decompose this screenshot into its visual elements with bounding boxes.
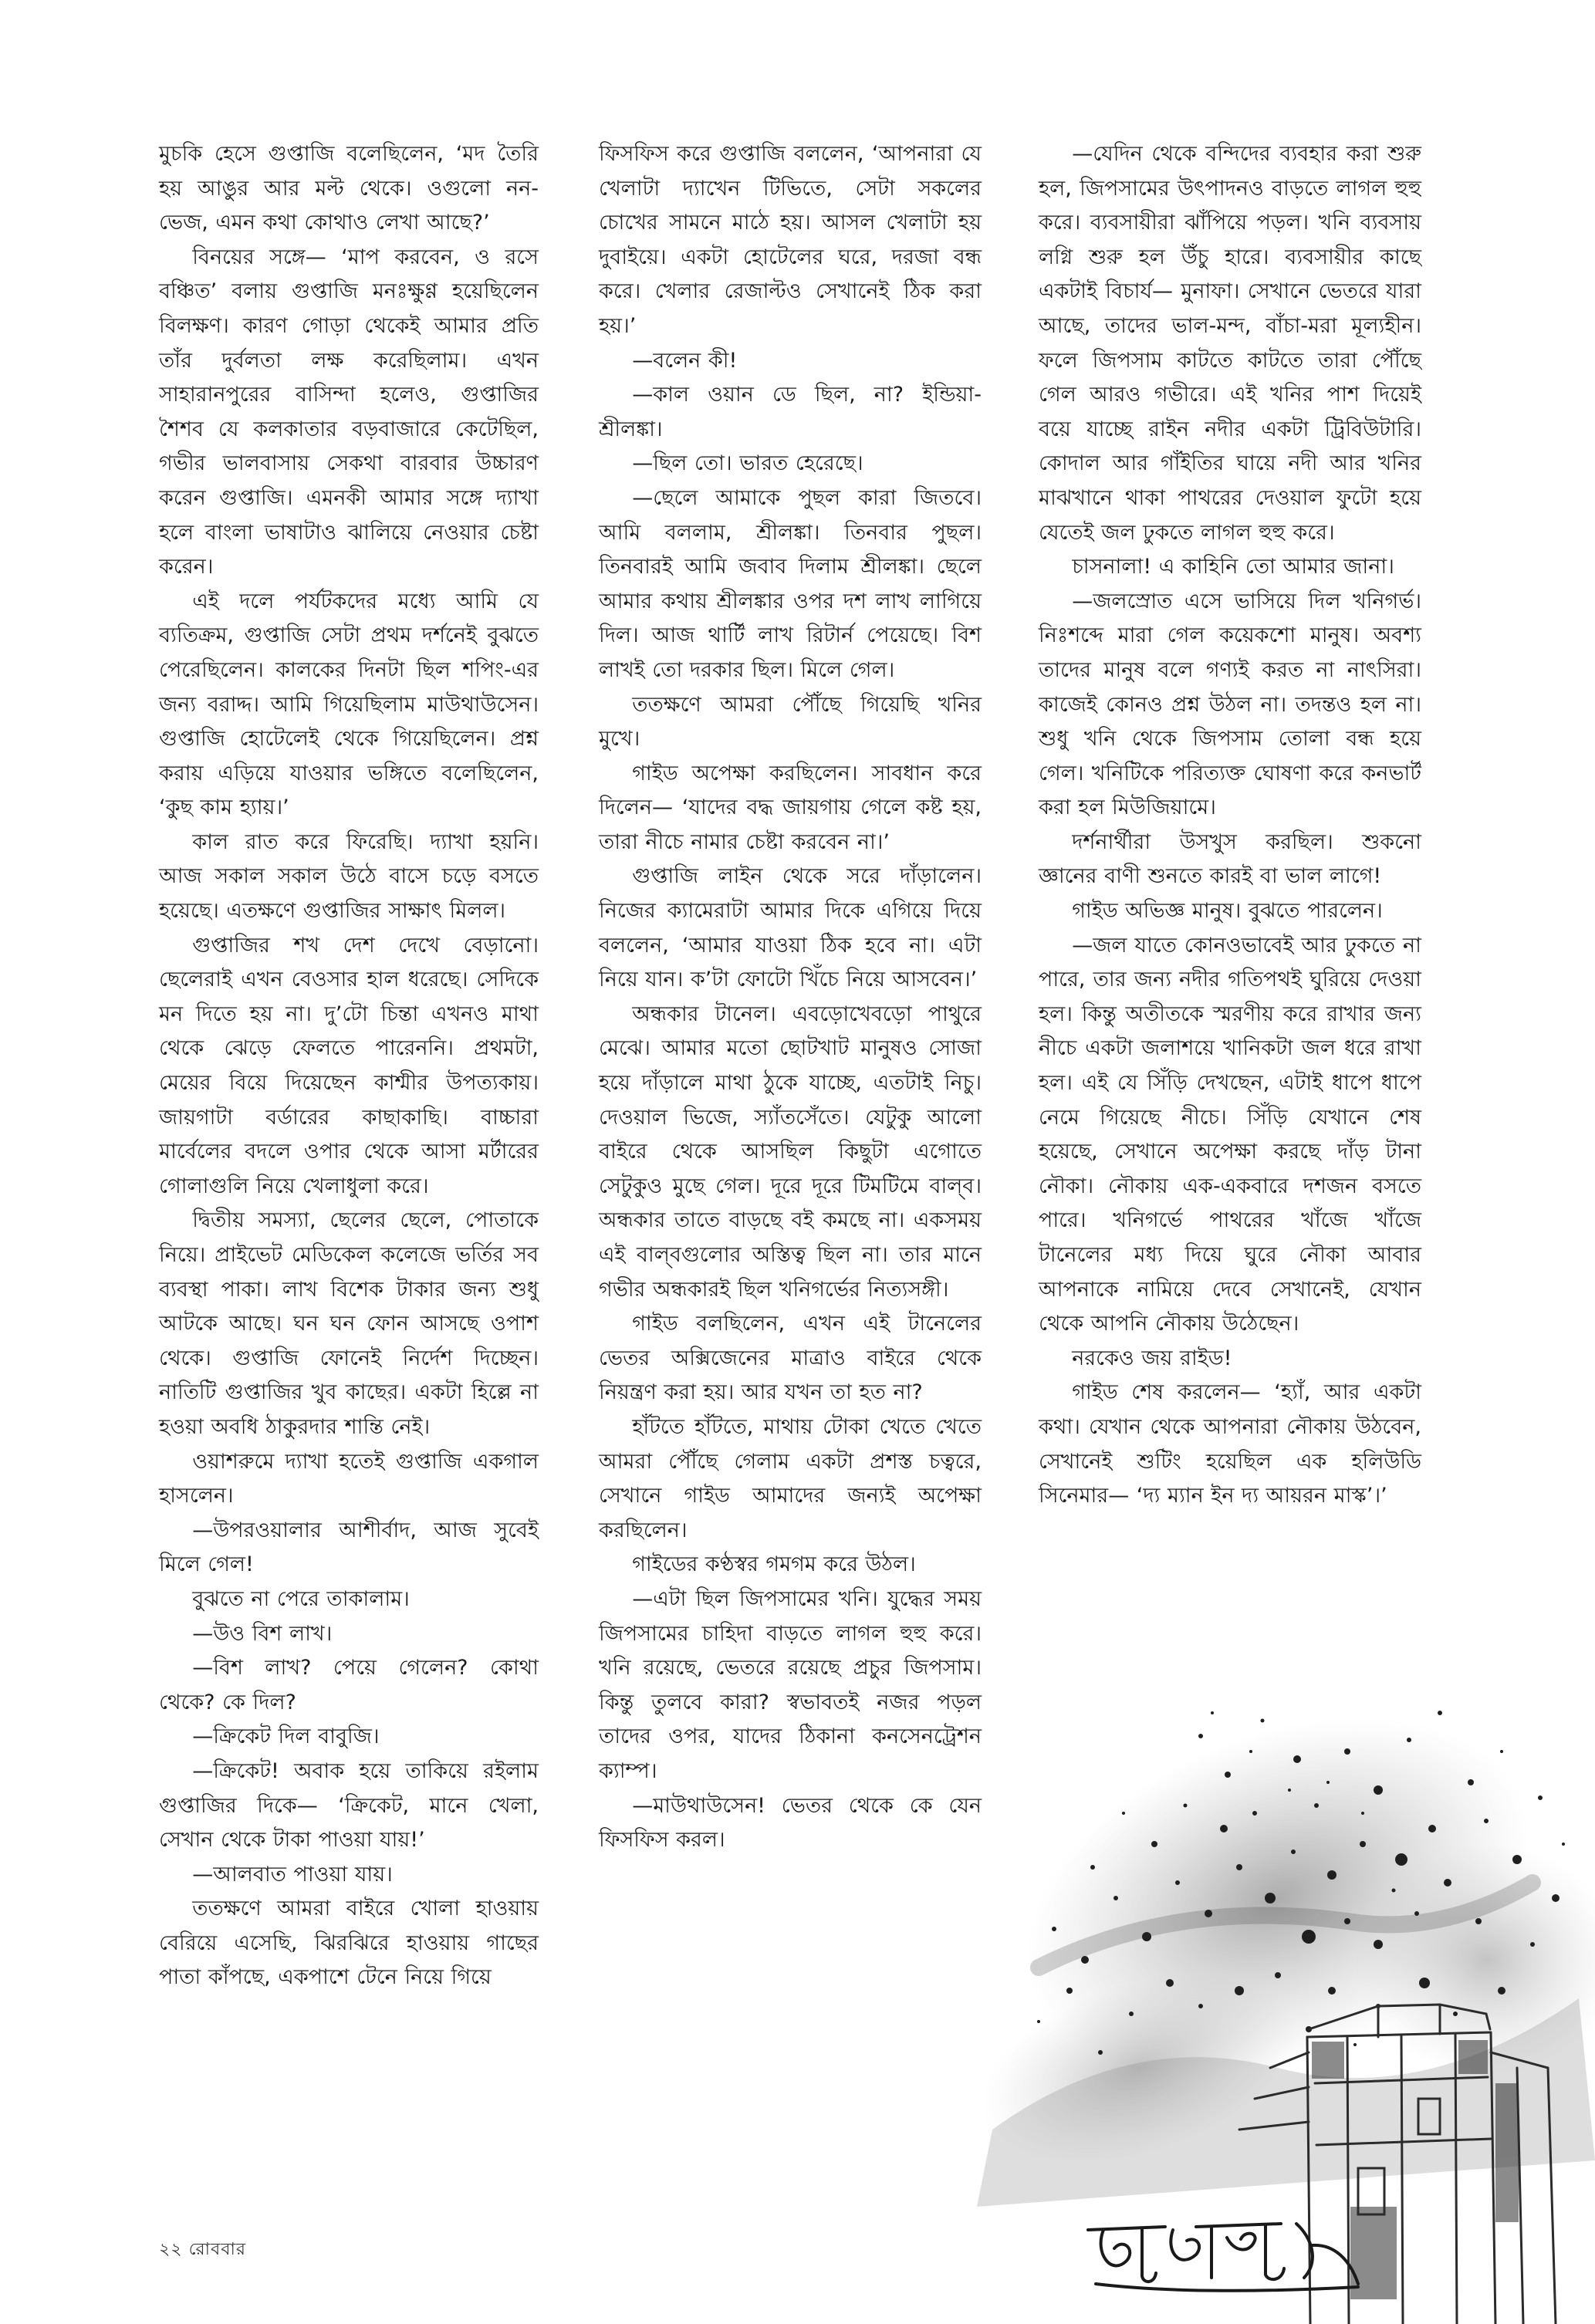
paragraph: ততক্ষণে আমরা পৌঁছে গিয়েছি খনির মুখে। bbox=[599, 692, 982, 752]
paragraph: গাইড অপেক্ষা করছিলেন। সাবধান করে দিলেন— ‘যাদের বদ্ধ জায়গায় গেলে কষ্ট হয়, তারা নীচে নামার চেষ্টা করবেন না।’ bbox=[599, 761, 982, 854]
paragraph: বুঝতে না পেরে তাকালাম। bbox=[192, 1586, 410, 1611]
paragraph: —বলেন কী! bbox=[632, 348, 738, 373]
paragraph: ততক্ষণে আমরা বাইরে খোলা হাওয়ায় বেরিয়ে এসেছি, ঝিরঝিরে হাওয়ায় গাছের পাতা কাঁপছে, একপাশে টেনে নিয়ে গিয়ে bbox=[159, 1897, 539, 1990]
paragraph: চাসনালা! এ কাহিনি তো আমার জানা। bbox=[1072, 555, 1394, 579]
paragraph: ফিসফিস করে গুপ্তাজি বললেন, ‘আপনারা যে খেলাটা দ্যাখেন টিভিতে, সেটা সকলের চোখের সামনে মাঠে হয়। আসল খেলাটা হয় দুবাইয়ে। একটা হোটেলের ঘরে, দরজা বন্ধ করে। খেলার রেজাল্টও সেখানেই ঠিক করা হয়।’ bbox=[599, 142, 982, 338]
paragraph: হাঁটতে হাঁটতে, মাথায় টোকা খেতে খেতে আমরা পৌঁছে গেলাম একটা প্রশস্ত চত্বরে, সেখানে গাইড আমাদের জন্যই অপেক্ষা করছিলেন। bbox=[599, 1414, 982, 1542]
paragraph: কাল রাত করে ফিরেছি। দ্যাখা হয়নি। আজ সকাল সকাল উঠে বাসে চড়ে বসতে হয়েছে। এতক্ষণে গুপ্তাজির সাক্ষাৎ মিলল। bbox=[159, 829, 539, 924]
paragraph: —আলবাত পাওয়া যায়। bbox=[192, 1862, 393, 1887]
paragraph: —মাউথাউসেন! ভেতর থেকে কে যেন ফিসফিস করল। bbox=[599, 1793, 982, 1853]
paragraph: দর্শনার্থীরা উসখুস করছিল। শুকনো জ্ঞানের বাণী শুনতে কারই বা ভাল লাগে! bbox=[1039, 829, 1421, 889]
column-1 bbox=[159, 137, 539, 1995]
page-footer-folio: ২২ রোববার bbox=[159, 2240, 246, 2259]
artist-signature bbox=[1080, 2207, 1366, 2299]
paragraph: —ক্রিকেট দিল বাবুজি। bbox=[192, 1724, 380, 1749]
paragraph: এই দলে পর্যটকদের মধ্যে আমি যে ব্যতিক্রম, গুপ্তাজি সেটা প্রথম দর্শনেই বুঝতে পেরেছিলেন। কালকের দিনটা ছিল শপিং-এর জন্য বরাদ্দ। আমি গিয়েছিলাম মাউথাউসেন। গুপ্তাজি হোটেলেই থেকে গিয়েছিলেন। প্রশ্ন করায় এড়িয়ে যাওয়ার ভঙ্গিতে বলেছিলেন, ‘কুছ কাম হ্যায়।’ bbox=[159, 589, 539, 820]
paragraph: —জলস্রোত এসে ভাসিয়ে দিল খনিগর্ভ। নিঃশব্দে মারা গেল কয়েকশো মানুষ। অবশ্য তাদের মানুষ বলে গণ্যই করত না নাৎসিরা। কাজেই কোনও প্রশ্ন উঠল না। তদন্তও হল না। শুধু খনি থেকে জিপসাম তোলা বন্ধ হয়ে গেল। খনিটিকে পরিত্যক্ত ঘোষণা করে কনভার্ট করা হল মিউজিয়ামে। bbox=[1039, 589, 1421, 820]
paragraph: বিনয়ের সঙ্গে— ‘মাপ করবেন, ও রসে বঞ্চিত’ বলায় গুপ্তাজি মনঃক্ষুণ্ণ হয়েছিলেন বিলক্ষণ। কারণ গোড়া থেকেই আমার প্রতি তাঁর দুর্বলতা লক্ষ করেছিলাম। এখন সাহারানপুরের বাসিন্দা হলেও, গুপ্তাজির শৈশব যে কলকাতার বড়বাজারে কেটেছিল, গভীর ভালবাসায় সেকথা বারবার উচ্চারণ করেন গুপ্তাজি। এমনকী আমার সঙ্গে দ্যাখা হলে বাংলা ভাষাটাও ঝালিয়ে নেওয়ার চেষ্টা করেন। bbox=[159, 245, 539, 579]
paragraph: —জল যাতে কোনওভাবেই আর ঢুকতে না পারে, তার জন্য নদীর গতিপথই ঘুরিয়ে দেওয়া হল। কিন্তু অতীতকে স্মরণীয় করে রাখার জন্য নীচে একটা জলাশয়ে খানিকটা জল ধরে রাখা হল। এই যে সিঁড়ি দেখছেন, এটাই ধাপে ধাপে নেমে গিয়েছে নীচে। সিঁড়ি যেখানে শেষ হয়েছে, সেখানে অপেক্ষা করছে দাঁড় টানা নৌকা। নৌকায় এক-একবারে দশজন বসতে পারে। খনিগর্ভে পাথরের খাঁজে খাঁজে টানেলের মধ্য দিয়ে ঘুরে নৌকা আবার আপনাকে নামিয়ে দেবে সেখানেই, যেখান থেকে আপনি নৌকায় উঠেছেন। bbox=[1039, 933, 1421, 1336]
column-2 bbox=[599, 137, 982, 1858]
paragraph: —উপরওয়ালার আশীর্বাদ, আজ সুবেই মিলে গেল! bbox=[159, 1518, 539, 1577]
paragraph: গুপ্তাজি লাইন থেকে সরে দাঁড়ালেন। নিজের ক্যামেরাটা আমার দিকে এগিয়ে দিয়ে বললেন, ‘আমার যাওয়া ঠিক হবে না। এটা নিয়ে যান। ক’টা ফোটো খিঁচে নিয়ে আসবেন।’ bbox=[599, 864, 982, 992]
paragraph: গুপ্তাজির শখ দেশ দেখে বেড়ানো। ছেলেরাই এখন বেওসার হাল ধরেছে। সেদিকে মন দিতে হয় না। দু’টো চিন্তা এখনও মাথা থেকে ঝেড়ে ফেলতে পারেননি। প্রথমটা, মেয়ের বিয়ে দিয়েছেন কাশ্মীর উপত্যকায়। জায়গাটা বর্ডারের কাছাকাছি। বাচ্চারা মার্বেলের বদলে ওপার থেকে আসা মর্টারের গোলাগুলি নিয়ে খেলাধুলা করে। bbox=[159, 933, 539, 1198]
paragraph: —উও বিশ লাখ। bbox=[192, 1621, 333, 1646]
paragraph: দ্বিতীয় সমস্যা, ছেলের ছেলে, পোতাকে নিয়ে। প্রাইভেট মেডিকেল কলেজে ভর্তির সব ব্যবস্থা পাকা। লাখ বিশেক টাকার জন্য শুধু আটকে আছে। ঘন ঘন ফোন আসছে ওপাশ থেকে। গুপ্তাজি ফোনেই নির্দেশ দিচ্ছেন। নাতিটি গুপ্তাজির খুব কাছের। একটা হিল্লে না হওয়া অবধি ঠাকুরদার শান্তি নেই। bbox=[159, 1208, 539, 1439]
paragraph: গাইডের কণ্ঠস্বর গমগম করে উঠল। bbox=[632, 1552, 916, 1577]
paragraph: অন্ধকার টানেল। এবড়োখেবড়ো পাথুরে মেঝে। আমার মতো ছোটখাট মানুষও সোজা হয়ে দাঁড়ালে মাথা ঠুকে যাচ্ছে, এতটাই নিচু। দেওয়াল ভিজে, স্যাঁতসেঁতে। যেটুকু আলো বাইরে থেকে আসছিল কিছুটা এগোতে সেটুকুও মুছে গেল। দূরে দূরে টিমটিমে বাল্‌ব। অন্ধকার তাতে বাড়ছে বই কমছে না। একসময় এই বাল্‌বগুলোর অস্তিত্ব ছিল না। তার মানে গভীর অন্ধকারই ছিল খনিগর্ভের নিত্যসঙ্গী। bbox=[599, 1002, 982, 1302]
paragraph: —ছিল তো। ভারত হেরেছে। bbox=[632, 451, 863, 476]
paragraph: —বিশ লাখ? পেয়ে গেলেন? কোথা থেকে? কে দিল? bbox=[159, 1656, 539, 1714]
paragraph: —এটা ছিল জিপসামের খনি। যুদ্ধের সময় জিপসামের চাহিদা বাড়তে লাগল হুহু করে। খনি রয়েছে, ভেতরে রয়েছে প্রচুর জিপসাম। কিন্তু তুলবে কারা? স্বভাবতই নজর পড়ল তাদের ওপর, যাদের ঠিকানা কনসেনট্রেশন ক্যাম্প। bbox=[599, 1586, 982, 1783]
paragraph: —ছেলে আমাকে পুছল কারা জিতবে। আমি বললাম, শ্রীলঙ্কা। তিনবার পুছল। তিনবারই আমি জবাব দিলাম শ্রীলঙ্কা। ছেলে আমার কথায় শ্রীলঙ্কার ওপর দশ লাখ লাগিয়ে দিল। আজ থার্টি লাখ রিটার্ন পেয়েছে। বিশ লাখই তো দরকার ছিল। মিলে গেল। bbox=[599, 485, 982, 682]
paragraph: নরকেও জয় রাইড! bbox=[1072, 1346, 1232, 1370]
paragraph: —যেদিন থেকে বন্দিদের ব্যবহার করা শুরু হল, জিপসামের উৎপাদনও বাড়তে লাগল হুহু করে। ব্যবসায়ীরা ঝাঁপিয়ে পড়ল। খনি ব্যবসায় লগ্নি শুরু হল উঁচু হারে। ব্যবসায়ীর কাছে একটাই বিচার্য— মুনাফা। সেখানে ভেতরে যারা আছে, তাদের ভাল-মন্দ, বাঁচা-মরা মূল্যহীন। ফলে জিপসাম কাটতে কাটতে তারা পৌঁছে গেল আরও গভীরে। এই খনির পাশ দিয়েই বয়ে যাচ্ছে রাইন নদীর একটা ট্রিবিউটারি। কোদাল আর গাঁইতির ঘায়ে নদী আর খনির মাঝখানে থাকা পাথরের দেওয়াল ফুটো হয়ে যেতেই জল ঢুকতে লাগল হুহু করে। bbox=[1039, 142, 1421, 545]
paragraph: গাইড শেষ করলেন— ‘হ্যাঁ, আর একটা কথা। যেখান থেকে আপনারা নৌকায় উঠবেন, সেখানেই শুটিং হয়েছিল এক হলিউডি সিনেমার— ‘দ্য ম্যান ইন দ্য আয়রন মাস্ক’।’ bbox=[1039, 1380, 1421, 1508]
paragraph: গাইড অভিজ্ঞ মানুষ। বুঝতে পারলেন। bbox=[1072, 899, 1383, 924]
column-3 bbox=[1039, 137, 1421, 1514]
paragraph: ওয়াশরুমে দ্যাখা হতেই গুপ্তাজি একগাল হাসলেন। bbox=[159, 1449, 539, 1508]
paragraph: মুচকি হেসে গুপ্তাজি বলেছিলেন, ‘মদ তৈরি হয় আঙুর আর মল্ট থেকে। ওগুলো নন-ভেজ, এমন কথা কোথাও লেখা আছে?’ bbox=[159, 142, 539, 235]
paragraph: গাইড বলছিলেন, এখন এই টানেলের ভেতর অক্সিজেনের মাত্রাও বাইরে থেকে নিয়ন্ত্রণ করা হয়। আর যখন তা হত না? bbox=[599, 1312, 982, 1405]
paragraph: —ক্রিকেট! অবাক হয়ে তাকিয়ে রইলাম গুপ্তাজির দিকে— ‘ক্রিকেট, মানে খেলা, সেখান থেকে টাকা পাওয়া যায়!’ bbox=[159, 1758, 539, 1853]
paragraph: —কাল ওয়ান ডে ছিল, না? ইন্ডিয়া-শ্রীলঙ্কা। bbox=[599, 383, 982, 441]
